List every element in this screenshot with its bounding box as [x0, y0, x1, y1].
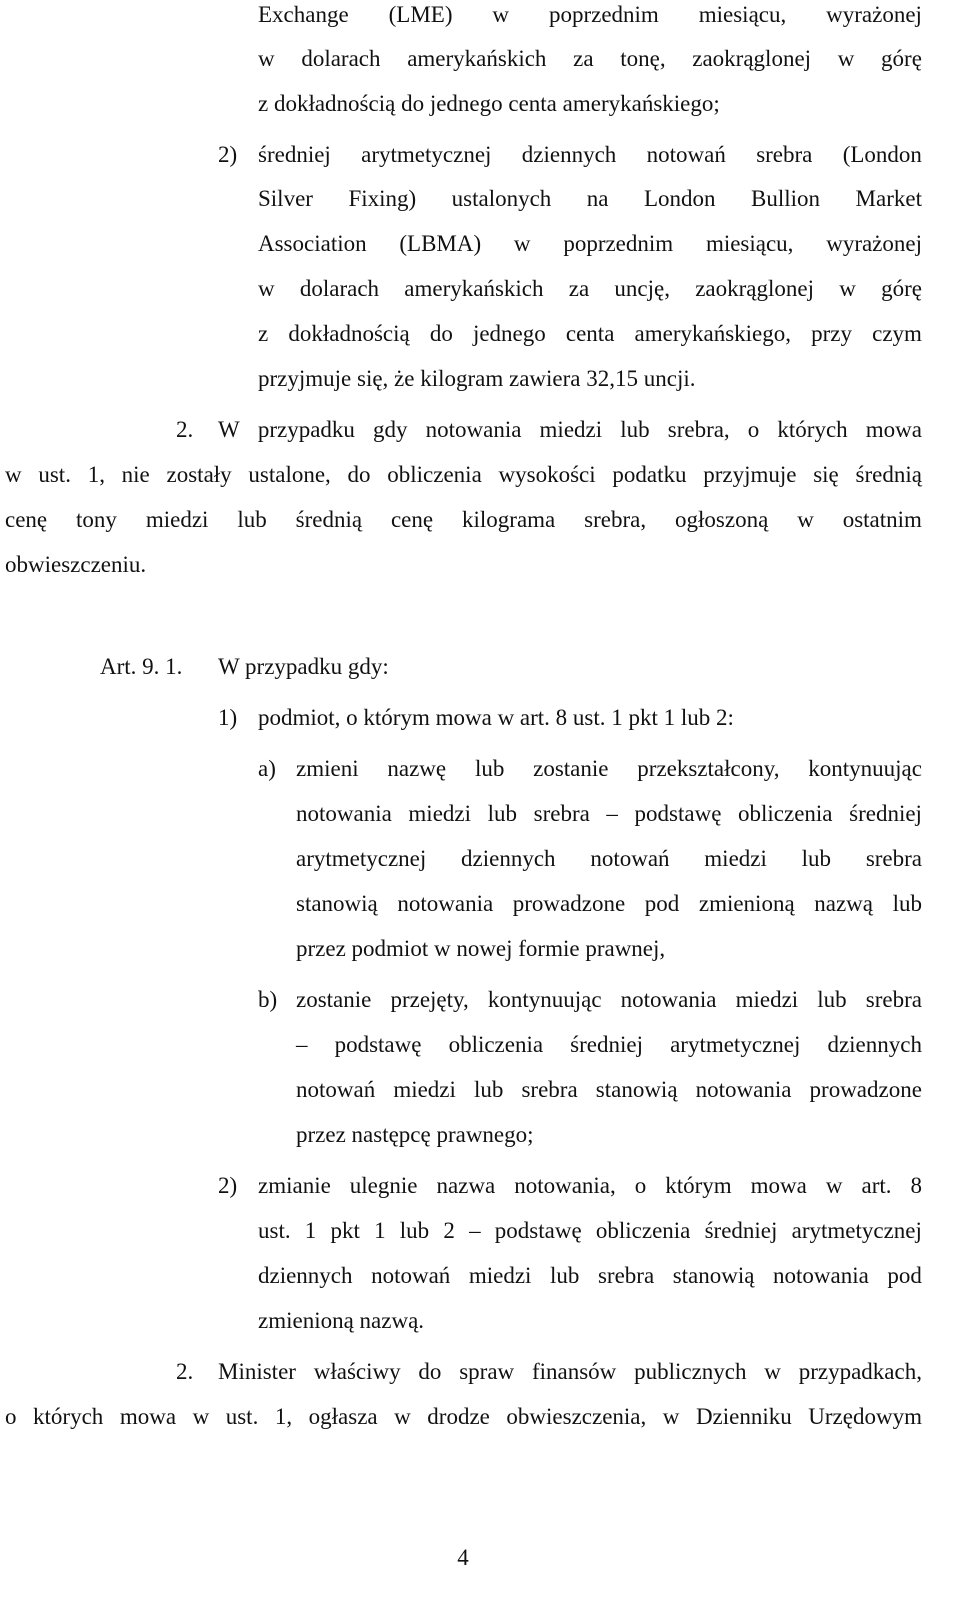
word: Urzędowym: [808, 1404, 922, 1429]
text-line: zmienioną nazwą.: [258, 1308, 425, 1333]
word: obliczenia: [387, 462, 482, 487]
word: amerykańskich: [404, 276, 544, 301]
word: nazwę: [387, 756, 447, 781]
word: srebra,: [584, 507, 647, 532]
word: stanowią: [672, 1263, 755, 1288]
word: mowa: [865, 417, 922, 442]
article-label: Art. 9. 1.: [100, 654, 183, 679]
word: w: [764, 1359, 781, 1384]
word: (LME): [388, 2, 453, 27]
word: w: [394, 1404, 411, 1429]
text-line: [258, 1216, 922, 1246]
word: o: [634, 1173, 647, 1198]
word: arytmetycznej: [296, 846, 427, 871]
word: stanowią: [595, 1077, 678, 1102]
word: średniej: [570, 1032, 643, 1057]
list-number: 2): [218, 1173, 238, 1198]
word: notowania: [425, 417, 522, 442]
word: amerykańskich: [407, 46, 547, 71]
text-line: obwieszczeniu.: [5, 552, 147, 577]
word: miedzi: [735, 987, 799, 1012]
word: dziennych: [461, 846, 556, 871]
word: srebra: [597, 1263, 655, 1288]
word: w: [797, 507, 814, 532]
word: zaokrąglonej: [695, 276, 814, 301]
word: kontynuując: [808, 756, 922, 781]
word: w: [492, 2, 510, 27]
word: dolarach: [299, 276, 380, 301]
word: miesiącu,: [705, 231, 794, 256]
word: tonę,: [620, 46, 666, 71]
word: obliczenia: [595, 1218, 691, 1243]
word: gdy: [373, 417, 408, 442]
text-line: [258, 319, 922, 349]
word: w: [662, 1404, 680, 1429]
word: uncję,: [614, 276, 670, 301]
text-line: [296, 844, 922, 874]
word: nie: [121, 462, 150, 487]
word: średniej: [704, 1218, 778, 1243]
word: średniej: [258, 142, 331, 167]
word: Fixing): [348, 186, 417, 211]
word: ostatnim: [842, 507, 922, 532]
word: obliczenia: [738, 801, 833, 826]
text-line: z dokładnością do jednego centa amerykańskiego;: [258, 91, 720, 116]
list-number: 2): [218, 142, 238, 167]
word: w: [258, 46, 275, 71]
word: w: [5, 462, 22, 487]
word: cenę: [390, 507, 434, 532]
word: arytmetycznej: [791, 1218, 922, 1243]
word: w: [258, 276, 275, 301]
word: –: [606, 801, 618, 826]
word: zostanie: [533, 756, 609, 781]
word: Exchange: [258, 2, 349, 27]
word: górę: [881, 46, 922, 71]
word: 1: [374, 1218, 386, 1243]
word: srebra: [865, 846, 922, 871]
word: ust.: [38, 462, 71, 487]
text-line: [258, 229, 922, 259]
word: –: [296, 1032, 308, 1057]
text-line: [5, 460, 922, 490]
word: amerykańskiego,: [634, 321, 792, 346]
word: ustalone,: [248, 462, 331, 487]
word: poprzednim: [548, 2, 659, 27]
word: pod: [644, 891, 680, 916]
word: mowa: [750, 1173, 807, 1198]
text-line: [296, 985, 922, 1015]
word: przypadkach,: [798, 1359, 922, 1384]
word: ustalonych: [451, 186, 552, 211]
word: notowań: [296, 1077, 376, 1102]
word: W: [218, 417, 240, 442]
word: do: [429, 321, 453, 346]
word: podstawę: [334, 1032, 422, 1057]
word: finansów: [531, 1359, 617, 1384]
text-line: [296, 1075, 922, 1105]
word: srebra,: [667, 417, 730, 442]
text-line: [258, 140, 922, 170]
word: jednego: [472, 321, 546, 346]
word: w: [825, 1173, 843, 1198]
word: przypadku: [257, 417, 355, 442]
word: średnią: [295, 507, 363, 532]
word: notowania: [695, 1077, 792, 1102]
word: Market: [855, 186, 922, 211]
word: miedzi: [393, 1077, 456, 1102]
word: notowania: [773, 1263, 869, 1288]
word: podstawę: [634, 801, 722, 826]
word: w: [837, 46, 855, 71]
word: ogłoszoną: [675, 507, 769, 532]
page-number: 4: [457, 1545, 469, 1570]
word: pod: [887, 1263, 922, 1288]
word: nazwa: [436, 1173, 496, 1198]
text-line: [5, 505, 922, 535]
word: centa: [565, 321, 615, 346]
word: miedzi: [539, 417, 603, 442]
word: kilograma: [462, 507, 556, 532]
word: dziennych: [258, 1263, 353, 1288]
word: Dzienniku: [695, 1404, 792, 1429]
list-number: 1): [218, 705, 238, 730]
word: Bullion: [751, 186, 821, 211]
word: przekształcony,: [637, 756, 780, 781]
word: lub: [399, 1218, 430, 1243]
word: zostały: [166, 462, 232, 487]
word: notowań: [590, 846, 670, 871]
word: dokładnością: [288, 321, 410, 346]
word: podstawę: [494, 1218, 582, 1243]
word: wyrażonej: [826, 231, 922, 256]
word: ust.: [258, 1218, 291, 1243]
word: wysokości: [498, 462, 596, 487]
word: Association: [258, 231, 367, 256]
word: drodze: [427, 1404, 490, 1429]
word: London: [644, 186, 716, 211]
word: z: [258, 321, 269, 346]
word: (LBMA): [399, 231, 482, 256]
word: lub: [474, 756, 505, 781]
word: których: [33, 1404, 104, 1429]
paragraph-number: 2.: [176, 1359, 194, 1384]
list-letter: b): [258, 987, 278, 1012]
word: lub: [237, 507, 267, 532]
word: ust.: [225, 1404, 259, 1429]
word: miedzi: [408, 801, 472, 826]
word: srebra: [533, 801, 590, 826]
text-line: [258, 274, 922, 304]
word: lub: [550, 1263, 580, 1288]
word: miesiącu,: [698, 2, 787, 27]
word: na: [586, 186, 609, 211]
word: cenę: [5, 507, 48, 532]
word: lub: [801, 846, 832, 871]
text-line: [258, 1171, 922, 1201]
word: właściwy: [313, 1359, 401, 1384]
word: lub: [487, 801, 518, 826]
word: się: [813, 462, 839, 487]
word: poprzednim: [563, 231, 674, 256]
word: górę: [881, 276, 922, 301]
text-line: [258, 44, 922, 74]
word: wyrażonej: [826, 2, 922, 27]
paragraph-number: 2.: [176, 417, 194, 442]
word: lub: [474, 1077, 504, 1102]
word: lub: [620, 417, 650, 442]
word: o: [5, 1404, 17, 1429]
word: ulegnie: [349, 1173, 418, 1198]
list-letter: a): [258, 756, 276, 781]
word: spraw: [459, 1359, 515, 1384]
word: do: [347, 462, 371, 487]
word: w: [513, 231, 531, 256]
text-line: przez następcę prawnego;: [296, 1122, 534, 1147]
word: stanowią: [296, 891, 378, 916]
text-line: [296, 889, 922, 919]
word: Silver: [258, 186, 313, 211]
text-line: [258, 184, 922, 214]
word: kontynuując: [487, 987, 602, 1012]
word: obliczenia: [448, 1032, 544, 1057]
word: prowadzone: [809, 1077, 922, 1102]
word: –: [469, 1218, 481, 1243]
text-line: przez podmiot w nowej formie prawnej,: [296, 936, 666, 961]
word: arytmetycznej: [361, 142, 492, 167]
word: za: [573, 46, 594, 71]
word: zmianie: [258, 1173, 331, 1198]
word: 1: [304, 1218, 317, 1243]
text-line: [5, 1402, 922, 1432]
word: o: [747, 417, 760, 442]
word: średniej: [849, 801, 922, 826]
word: lub: [817, 987, 847, 1012]
word: notowania: [397, 891, 494, 916]
text-line: [218, 415, 922, 445]
word: nazwą: [814, 891, 873, 916]
word: obwieszczenia,: [506, 1404, 647, 1429]
word: dziennych: [521, 142, 617, 167]
word: przyjmuje: [703, 462, 797, 487]
word: miedzi: [704, 846, 767, 871]
text-line: [296, 1030, 922, 1060]
word: lub: [892, 891, 922, 916]
text-line: [258, 0, 922, 30]
word: notowań: [646, 142, 726, 167]
word: miedzi: [145, 507, 209, 532]
word: prowadzone: [512, 891, 626, 916]
word: 8: [910, 1173, 922, 1198]
word: zmieni: [296, 756, 359, 781]
text-line: [218, 1357, 922, 1387]
word: w: [839, 276, 856, 301]
word: arytmetycznej: [670, 1032, 801, 1057]
word: pkt: [330, 1218, 360, 1243]
word: dolarach: [301, 46, 381, 71]
word: srebra: [756, 142, 813, 167]
word: notowań: [371, 1263, 451, 1288]
word: zaokrąglonej: [692, 46, 812, 71]
word: przejęty,: [390, 987, 469, 1012]
word: miedzi: [468, 1263, 532, 1288]
text-line: [258, 1261, 922, 1291]
word: zmienioną: [698, 891, 795, 916]
article-intro: W przypadku gdy:: [218, 654, 389, 679]
word: którym: [665, 1173, 732, 1198]
word: do: [418, 1359, 442, 1384]
word: srebra: [521, 1077, 578, 1102]
word: notowania: [620, 987, 717, 1012]
word: 2: [443, 1218, 455, 1243]
word: publicznych: [634, 1359, 747, 1384]
word: (London: [842, 142, 922, 167]
text-line: podmiot, o którym mowa w art. 8 ust. 1 pkt 1 lub 2:: [258, 705, 734, 730]
word: srebra: [865, 987, 922, 1012]
word: 1,: [87, 462, 105, 487]
word: czym: [872, 321, 922, 346]
word: notowania: [296, 801, 392, 826]
word: 1,: [274, 1404, 293, 1429]
word: w: [192, 1404, 210, 1429]
word: zostanie: [296, 987, 372, 1012]
word: przy: [811, 321, 853, 346]
word: których: [777, 417, 848, 442]
word: Minister: [218, 1359, 296, 1384]
text-line: [296, 754, 922, 784]
word: notowania,: [514, 1173, 616, 1198]
word: ogłasza: [308, 1404, 378, 1429]
word: art.: [861, 1173, 892, 1198]
word: tony: [76, 507, 117, 532]
word: dziennych: [827, 1032, 922, 1057]
word: mowa: [119, 1404, 177, 1429]
text-line: [296, 799, 922, 829]
text-line: przyjmuje się, że kilogram zawiera 32,15 uncji.: [258, 366, 696, 391]
word: średnią: [855, 462, 922, 487]
word: podatku: [612, 462, 687, 487]
word: za: [568, 276, 590, 301]
